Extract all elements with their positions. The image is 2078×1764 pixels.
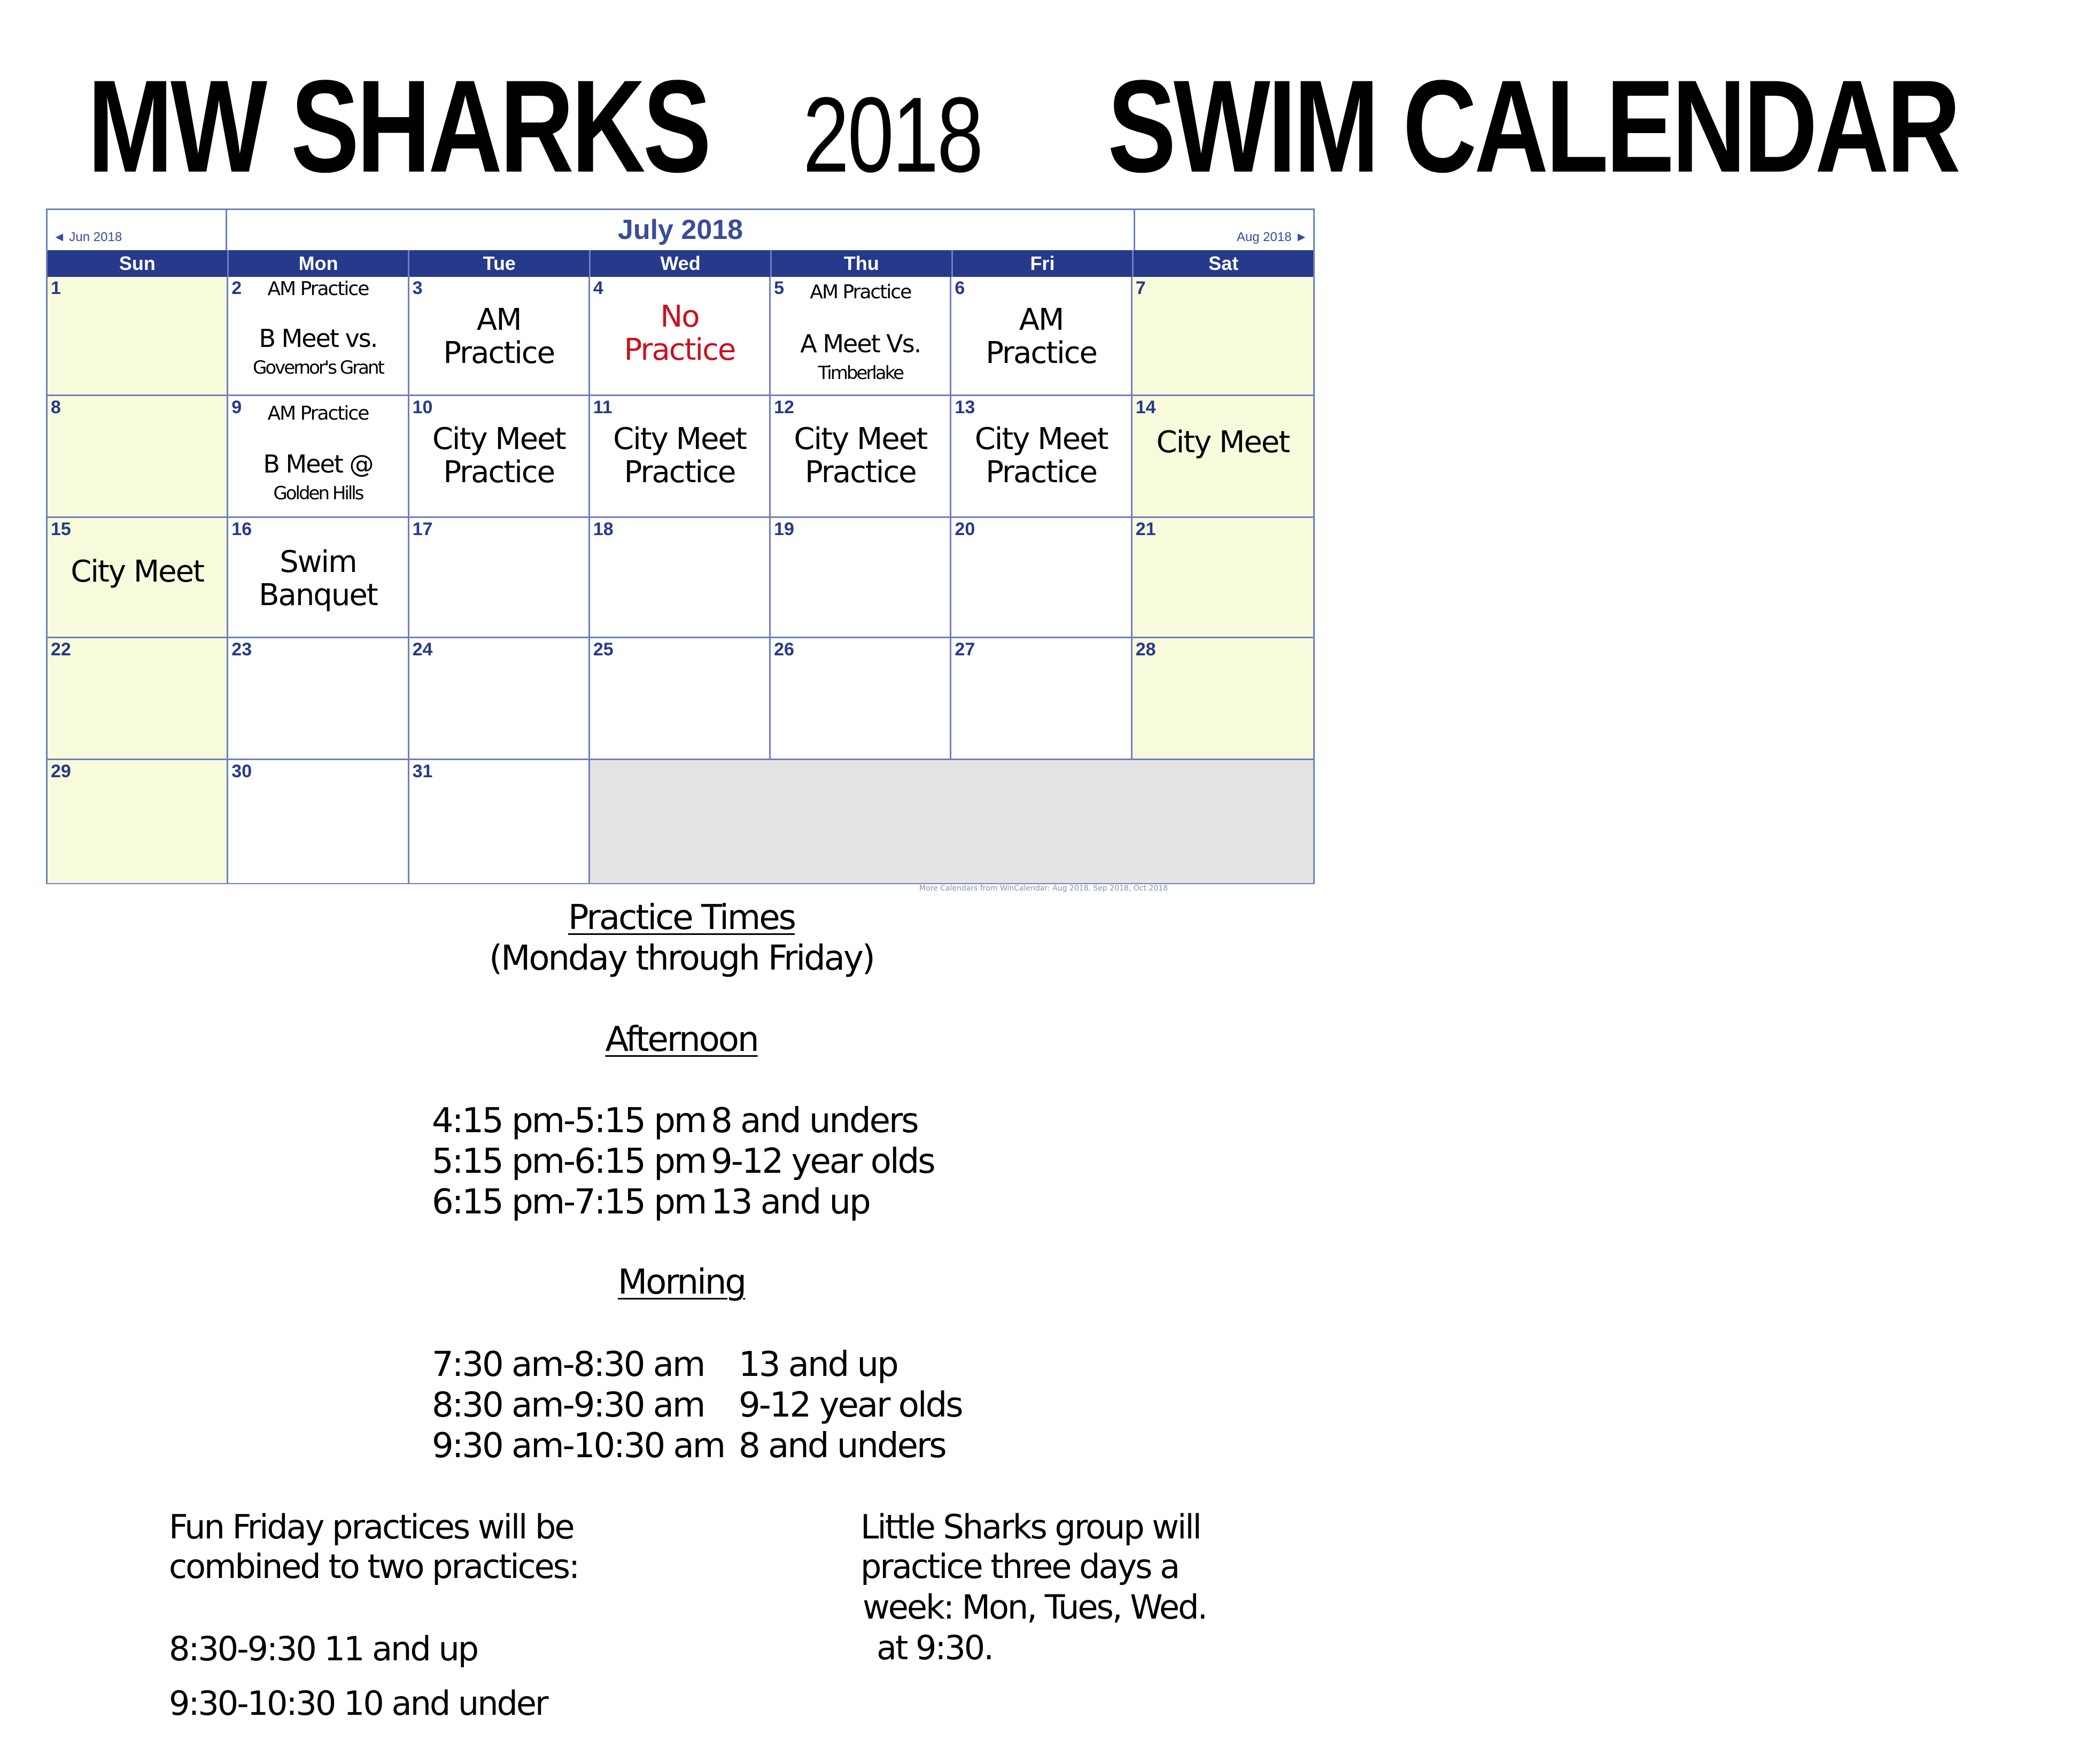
day-cell-16 xyxy=(228,518,409,638)
event-city-meet: City Meet xyxy=(974,422,1108,457)
day-number: 1 xyxy=(51,278,61,298)
fun-friday-line: Fun Friday practices will be xyxy=(169,1507,573,1546)
event-b-meet: B Meet @ xyxy=(263,450,373,478)
day-cell-2 xyxy=(228,277,409,396)
day-cell-8 xyxy=(48,396,228,518)
event-opponent: Governor's Grant xyxy=(253,357,383,378)
morning-group: 13 and up xyxy=(739,1345,897,1384)
practice-times-subheading: (Monday through Friday) xyxy=(489,939,874,978)
afternoon-time: 4:15 pm-5:15 pm xyxy=(432,1101,706,1141)
day-number: 29 xyxy=(51,761,71,782)
day-cell-18 xyxy=(590,518,771,638)
day-cell-11 xyxy=(590,396,771,518)
little-sharks-line: at 9:30. xyxy=(877,1628,993,1667)
little-sharks-line: week: Mon, Tues, Wed. xyxy=(863,1588,1207,1627)
empty-days xyxy=(590,760,1313,883)
day-number: 6 xyxy=(955,278,965,298)
event-am: AM xyxy=(476,303,521,337)
event-city-meet: City Meet xyxy=(432,422,565,457)
event-swim: Swim xyxy=(280,545,356,579)
day-cell-15 xyxy=(48,518,228,638)
little-sharks-line: Little Sharks group will xyxy=(860,1507,1200,1546)
calendar-footer-link[interactable]: More Calendars from WinCalendar: Aug 2018, Sep 2018, Oct 2018 xyxy=(919,884,1168,893)
event-practice: Practice xyxy=(804,455,916,490)
morning-group: 8 and unders xyxy=(739,1426,945,1466)
day-cell-12 xyxy=(771,396,951,518)
day-cell-21 xyxy=(1133,518,1313,638)
day-cell-4 xyxy=(590,277,771,396)
day-number: 14 xyxy=(1135,397,1156,417)
weekday-tue: Tue xyxy=(409,250,591,277)
calendar xyxy=(46,208,1315,884)
day-cell-10 xyxy=(409,396,590,518)
day-number: 13 xyxy=(955,397,975,417)
afternoon-group: 9-12 year olds xyxy=(711,1142,934,1181)
event-city-meet: City Meet xyxy=(794,422,927,457)
day-number: 18 xyxy=(593,519,614,539)
day-number: 7 xyxy=(1135,278,1146,298)
day-number: 5 xyxy=(774,278,785,298)
day-number: 24 xyxy=(412,639,433,660)
event-opponent: Timberlake xyxy=(818,362,903,384)
event-city-meet: City Meet xyxy=(613,422,746,457)
morning-heading: Morning xyxy=(617,1263,746,1302)
weekday-sun: Sun xyxy=(48,250,229,277)
event-no: No xyxy=(660,299,699,334)
day-cell-30 xyxy=(228,760,409,883)
event-practice: Practice xyxy=(986,336,1097,370)
event-banquet: Banquet xyxy=(259,578,377,613)
day-cell-29 xyxy=(48,760,228,883)
day-number: 2 xyxy=(231,278,242,298)
title-year: 2018 xyxy=(802,75,982,195)
day-cell-1 xyxy=(48,277,228,396)
event-city-meet: City Meet xyxy=(1156,425,1290,460)
title-part1: MW SHARKS xyxy=(87,53,709,200)
day-cell-28 xyxy=(1133,638,1313,760)
event-city-meet: City Meet xyxy=(71,554,204,589)
event-location: Golden Hills xyxy=(273,483,363,504)
fun-friday-line: combined to two practices: xyxy=(169,1547,578,1586)
page-title xyxy=(0,51,1958,202)
day-cell-17 xyxy=(409,518,590,638)
event-am-practice: AM Practice xyxy=(267,278,369,300)
day-number: 27 xyxy=(955,639,975,660)
morning-time: 8:30 am-9:30 am xyxy=(432,1386,704,1425)
afternoon-group: 8 and unders xyxy=(711,1101,918,1141)
little-sharks-line: practice three days a xyxy=(860,1547,1179,1586)
day-number: 11 xyxy=(593,397,612,417)
day-number: 8 xyxy=(51,397,61,417)
afternoon-time: 5:15 pm-6:15 pm xyxy=(432,1142,706,1181)
event-b-meet: B Meet vs. xyxy=(259,324,377,353)
day-number: 28 xyxy=(1135,639,1156,660)
afternoon-group: 13 and up xyxy=(711,1182,870,1222)
day-cell-19 xyxy=(771,518,951,638)
day-number: 12 xyxy=(774,397,794,417)
day-cell-24 xyxy=(409,638,590,760)
calendar-grid xyxy=(48,277,1313,883)
weekday-fri: Fri xyxy=(953,250,1134,277)
prev-month-link[interactable]: ◄ Jun 2018 xyxy=(48,210,227,250)
day-cell-13 xyxy=(951,396,1132,518)
weekday-sat: Sat xyxy=(1208,252,1239,274)
afternoon-time: 6:15 pm-7:15 pm xyxy=(432,1182,706,1222)
fun-friday-row: 9:30-10:30 10 and under xyxy=(169,1684,547,1723)
day-number: 20 xyxy=(955,519,975,539)
day-number: 30 xyxy=(231,761,252,782)
morning-time: 9:30 am-10:30 am xyxy=(432,1426,725,1466)
weekday-mon: Mon xyxy=(229,250,410,277)
fun-friday-row: 8:30-9:30 11 and up xyxy=(169,1629,478,1668)
practice-times-heading: Practice Times xyxy=(568,898,795,938)
day-cell-23 xyxy=(228,638,409,760)
day-number: 9 xyxy=(231,397,242,417)
event-practice: Practice xyxy=(986,455,1097,490)
title-part2: SWIM CALENDAR xyxy=(1107,53,1958,200)
day-cell-14 xyxy=(1133,396,1313,518)
weekday-wed: Wed xyxy=(591,250,772,277)
next-month-link[interactable]: Aug 2018 ► xyxy=(1134,210,1313,250)
day-cell-25 xyxy=(590,638,771,760)
day-number: 25 xyxy=(593,639,614,660)
day-cell-7 xyxy=(1133,277,1313,396)
day-number: 10 xyxy=(412,397,433,417)
day-cell-27 xyxy=(951,638,1132,760)
day-cell-22 xyxy=(48,638,228,760)
day-cell-20 xyxy=(951,518,1132,638)
day-number: 23 xyxy=(231,639,252,660)
event-am: AM xyxy=(1019,303,1064,337)
day-number: 19 xyxy=(774,519,794,539)
event-practice: Practice xyxy=(624,332,735,367)
day-number: 21 xyxy=(1135,519,1156,539)
event-am-practice: AM Practice xyxy=(810,281,911,303)
day-number: 3 xyxy=(412,278,423,298)
day-number: 22 xyxy=(51,639,71,660)
morning-group: 9-12 year olds xyxy=(739,1386,962,1425)
day-cell-5 xyxy=(771,277,951,396)
day-number: 15 xyxy=(51,519,71,539)
month-title: July 2018 xyxy=(617,214,743,245)
day-number: 16 xyxy=(231,519,252,539)
afternoon-heading: Afternoon xyxy=(605,1020,758,1059)
calendar-header xyxy=(48,210,1313,250)
day-number: 31 xyxy=(412,761,433,782)
event-practice: Practice xyxy=(624,455,735,490)
day-number: 26 xyxy=(774,639,794,660)
weekday-thu: Thu xyxy=(772,250,953,277)
day-number: 4 xyxy=(593,278,603,298)
day-cell-9 xyxy=(228,396,409,518)
day-cell-26 xyxy=(771,638,951,760)
day-cell-3 xyxy=(409,277,590,396)
event-practice: Practice xyxy=(443,336,555,370)
event-practice: Practice xyxy=(443,455,555,490)
weekday-header xyxy=(48,250,1313,277)
day-cell-31 xyxy=(409,760,590,883)
day-cell-6 xyxy=(951,277,1132,396)
event-a-meet: A Meet Vs. xyxy=(800,329,921,358)
morning-time: 7:30 am-8:30 am xyxy=(432,1345,704,1384)
event-am-practice: AM Practice xyxy=(267,403,369,424)
day-number: 17 xyxy=(412,519,433,539)
